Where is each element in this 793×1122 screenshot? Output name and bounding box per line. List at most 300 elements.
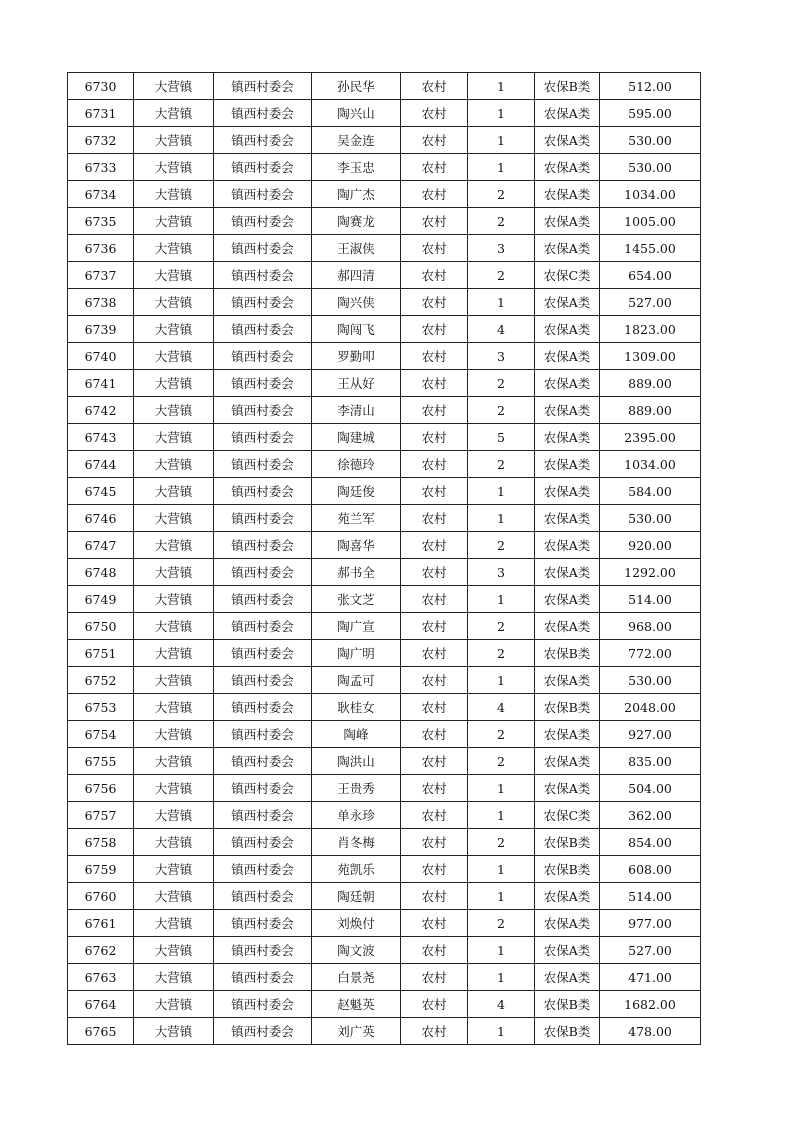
amount-cell: 927.00 (600, 721, 701, 748)
insurance-category-cell: 农保A类 (535, 775, 600, 802)
household-size-cell: 1 (468, 856, 535, 883)
town-name-cell: 大营镇 (134, 262, 214, 289)
roster-body (68, 73, 701, 1045)
town-name-cell: 大营镇 (134, 802, 214, 829)
town-name-cell: 大营镇 (134, 505, 214, 532)
table-row (68, 343, 701, 370)
record-number-cell: 6734 (68, 181, 134, 208)
person-name-cell: 张文芝 (312, 586, 401, 613)
record-number-cell: 6730 (68, 73, 134, 100)
household-size-cell: 2 (468, 370, 535, 397)
household-size-cell: 2 (468, 640, 535, 667)
town-name-cell: 大营镇 (134, 559, 214, 586)
area-type-cell: 农村 (401, 667, 468, 694)
amount-cell: 835.00 (600, 748, 701, 775)
table-row (68, 181, 701, 208)
table-row (68, 910, 701, 937)
village-committee-cell: 镇西村委会 (214, 127, 312, 154)
village-committee-cell: 镇西村委会 (214, 883, 312, 910)
insurance-category-cell: 农保A类 (535, 181, 600, 208)
table-row (68, 802, 701, 829)
person-name-cell: 陶孟可 (312, 667, 401, 694)
household-size-cell: 1 (468, 478, 535, 505)
household-size-cell: 1 (468, 154, 535, 181)
village-committee-cell: 镇西村委会 (214, 613, 312, 640)
town-name-cell: 大营镇 (134, 775, 214, 802)
household-size-cell: 1 (468, 100, 535, 127)
insurance-category-cell: 农保A类 (535, 667, 600, 694)
town-name-cell: 大营镇 (134, 964, 214, 991)
town-name-cell: 大营镇 (134, 910, 214, 937)
person-name-cell: 王淑侠 (312, 235, 401, 262)
person-name-cell: 苑凯乐 (312, 856, 401, 883)
household-size-cell: 1 (468, 127, 535, 154)
village-committee-cell: 镇西村委会 (214, 370, 312, 397)
insurance-category-cell: 农保A类 (535, 397, 600, 424)
person-name-cell: 李玉忠 (312, 154, 401, 181)
amount-cell: 977.00 (600, 910, 701, 937)
town-name-cell: 大营镇 (134, 73, 214, 100)
household-size-cell: 5 (468, 424, 535, 451)
area-type-cell: 农村 (401, 613, 468, 640)
amount-cell: 1005.00 (600, 208, 701, 235)
household-size-cell: 2 (468, 748, 535, 775)
insurance-category-cell: 农保A类 (535, 235, 600, 262)
table-row (68, 478, 701, 505)
town-name-cell: 大营镇 (134, 856, 214, 883)
person-name-cell: 罗勤叩 (312, 343, 401, 370)
amount-cell: 608.00 (600, 856, 701, 883)
record-number-cell: 6757 (68, 802, 134, 829)
person-name-cell: 刘焕付 (312, 910, 401, 937)
town-name-cell: 大营镇 (134, 883, 214, 910)
area-type-cell: 农村 (401, 451, 468, 478)
village-committee-cell: 镇西村委会 (214, 1018, 312, 1045)
town-name-cell: 大营镇 (134, 667, 214, 694)
insurance-category-cell: 农保A类 (535, 154, 600, 181)
household-size-cell: 3 (468, 559, 535, 586)
insurance-category-cell: 农保A类 (535, 343, 600, 370)
person-name-cell: 陶廷朝 (312, 883, 401, 910)
person-name-cell: 陶峰 (312, 721, 401, 748)
table-row (68, 100, 701, 127)
insurance-category-cell: 农保A类 (535, 559, 600, 586)
person-name-cell: 陶建城 (312, 424, 401, 451)
record-number-cell: 6752 (68, 667, 134, 694)
household-size-cell: 1 (468, 937, 535, 964)
person-name-cell: 耿桂女 (312, 694, 401, 721)
village-committee-cell: 镇西村委会 (214, 964, 312, 991)
insurance-category-cell: 农保A类 (535, 721, 600, 748)
record-number-cell: 6759 (68, 856, 134, 883)
area-type-cell: 农村 (401, 964, 468, 991)
person-name-cell: 王从好 (312, 370, 401, 397)
village-committee-cell: 镇西村委会 (214, 694, 312, 721)
insurance-category-cell: 农保A类 (535, 100, 600, 127)
insurance-category-cell: 农保B类 (535, 73, 600, 100)
town-name-cell: 大营镇 (134, 316, 214, 343)
village-committee-cell: 镇西村委会 (214, 424, 312, 451)
village-committee-cell: 镇西村委会 (214, 667, 312, 694)
amount-cell: 654.00 (600, 262, 701, 289)
record-number-cell: 6749 (68, 586, 134, 613)
town-name-cell: 大营镇 (134, 613, 214, 640)
person-name-cell: 吴金连 (312, 127, 401, 154)
table-row (68, 856, 701, 883)
person-name-cell: 苑兰军 (312, 505, 401, 532)
household-size-cell: 2 (468, 262, 535, 289)
person-name-cell: 肖冬梅 (312, 829, 401, 856)
amount-cell: 595.00 (600, 100, 701, 127)
area-type-cell: 农村 (401, 370, 468, 397)
household-size-cell: 4 (468, 991, 535, 1018)
table-row (68, 748, 701, 775)
village-committee-cell: 镇西村委会 (214, 181, 312, 208)
town-name-cell: 大营镇 (134, 478, 214, 505)
village-committee-cell: 镇西村委会 (214, 532, 312, 559)
amount-cell: 889.00 (600, 370, 701, 397)
town-name-cell: 大营镇 (134, 721, 214, 748)
household-size-cell: 2 (468, 613, 535, 640)
person-name-cell: 李清山 (312, 397, 401, 424)
insurance-category-cell: 农保A类 (535, 370, 600, 397)
amount-cell: 527.00 (600, 937, 701, 964)
record-number-cell: 6744 (68, 451, 134, 478)
town-name-cell: 大营镇 (134, 370, 214, 397)
amount-cell: 772.00 (600, 640, 701, 667)
record-number-cell: 6762 (68, 937, 134, 964)
area-type-cell: 农村 (401, 883, 468, 910)
town-name-cell: 大营镇 (134, 424, 214, 451)
town-name-cell: 大营镇 (134, 748, 214, 775)
village-committee-cell: 镇西村委会 (214, 856, 312, 883)
amount-cell: 854.00 (600, 829, 701, 856)
area-type-cell: 农村 (401, 991, 468, 1018)
town-name-cell: 大营镇 (134, 991, 214, 1018)
village-committee-cell: 镇西村委会 (214, 829, 312, 856)
record-number-cell: 6738 (68, 289, 134, 316)
village-committee-cell: 镇西村委会 (214, 802, 312, 829)
record-number-cell: 6739 (68, 316, 134, 343)
record-number-cell: 6753 (68, 694, 134, 721)
table-row (68, 505, 701, 532)
amount-cell: 527.00 (600, 289, 701, 316)
person-name-cell: 白景尧 (312, 964, 401, 991)
town-name-cell: 大营镇 (134, 397, 214, 424)
town-name-cell: 大营镇 (134, 208, 214, 235)
insurance-category-cell: 农保A类 (535, 964, 600, 991)
person-name-cell: 陶喜华 (312, 532, 401, 559)
record-number-cell: 6733 (68, 154, 134, 181)
insurance-category-cell: 农保A类 (535, 478, 600, 505)
insurance-category-cell: 农保A类 (535, 127, 600, 154)
village-committee-cell: 镇西村委会 (214, 289, 312, 316)
table-row (68, 424, 701, 451)
insurance-category-cell: 农保A类 (535, 208, 600, 235)
town-name-cell: 大营镇 (134, 100, 214, 127)
insurance-category-cell: 农保A类 (535, 289, 600, 316)
table-row (68, 208, 701, 235)
person-name-cell: 陶赛龙 (312, 208, 401, 235)
area-type-cell: 农村 (401, 505, 468, 532)
household-size-cell: 1 (468, 505, 535, 532)
insurance-category-cell: 农保A类 (535, 316, 600, 343)
insurance-category-cell: 农保B类 (535, 829, 600, 856)
table-row (68, 667, 701, 694)
town-name-cell: 大营镇 (134, 154, 214, 181)
town-name-cell: 大营镇 (134, 829, 214, 856)
area-type-cell: 农村 (401, 586, 468, 613)
record-number-cell: 6736 (68, 235, 134, 262)
town-name-cell: 大营镇 (134, 586, 214, 613)
village-committee-cell: 镇西村委会 (214, 775, 312, 802)
village-committee-cell: 镇西村委会 (214, 262, 312, 289)
record-number-cell: 6737 (68, 262, 134, 289)
person-name-cell: 刘广英 (312, 1018, 401, 1045)
table-row (68, 829, 701, 856)
table-row (68, 991, 701, 1018)
insurance-category-cell: 农保B类 (535, 991, 600, 1018)
insurance-category-cell: 农保A类 (535, 424, 600, 451)
amount-cell: 920.00 (600, 532, 701, 559)
household-size-cell: 2 (468, 181, 535, 208)
insurance-category-cell: 农保C类 (535, 802, 600, 829)
area-type-cell: 农村 (401, 559, 468, 586)
household-size-cell: 2 (468, 451, 535, 478)
record-number-cell: 6746 (68, 505, 134, 532)
record-number-cell: 6742 (68, 397, 134, 424)
record-number-cell: 6745 (68, 478, 134, 505)
table-row (68, 1018, 701, 1045)
area-type-cell: 农村 (401, 154, 468, 181)
area-type-cell: 农村 (401, 937, 468, 964)
table-row (68, 397, 701, 424)
table-row (68, 154, 701, 181)
person-name-cell: 陶闯飞 (312, 316, 401, 343)
amount-cell: 530.00 (600, 127, 701, 154)
area-type-cell: 农村 (401, 208, 468, 235)
insurance-category-cell: 农保C类 (535, 262, 600, 289)
household-size-cell: 1 (468, 586, 535, 613)
town-name-cell: 大营镇 (134, 289, 214, 316)
area-type-cell: 农村 (401, 289, 468, 316)
area-type-cell: 农村 (401, 181, 468, 208)
household-size-cell: 1 (468, 802, 535, 829)
village-committee-cell: 镇西村委会 (214, 937, 312, 964)
household-size-cell: 4 (468, 694, 535, 721)
area-type-cell: 农村 (401, 343, 468, 370)
village-committee-cell: 镇西村委会 (214, 748, 312, 775)
insurance-category-cell: 农保A类 (535, 451, 600, 478)
amount-cell: 1455.00 (600, 235, 701, 262)
insurance-category-cell: 农保B类 (535, 694, 600, 721)
person-name-cell: 陶广杰 (312, 181, 401, 208)
household-size-cell: 2 (468, 721, 535, 748)
person-name-cell: 陶洪山 (312, 748, 401, 775)
household-size-cell: 4 (468, 316, 535, 343)
town-name-cell: 大营镇 (134, 532, 214, 559)
record-number-cell: 6755 (68, 748, 134, 775)
town-name-cell: 大营镇 (134, 640, 214, 667)
amount-cell: 889.00 (600, 397, 701, 424)
amount-cell: 1823.00 (600, 316, 701, 343)
village-committee-cell: 镇西村委会 (214, 235, 312, 262)
village-committee-cell: 镇西村委会 (214, 505, 312, 532)
household-size-cell: 2 (468, 829, 535, 856)
area-type-cell: 农村 (401, 73, 468, 100)
village-committee-cell: 镇西村委会 (214, 451, 312, 478)
amount-cell: 1309.00 (600, 343, 701, 370)
insurance-category-cell: 农保A类 (535, 748, 600, 775)
table-row (68, 775, 701, 802)
benefit-roster-table (67, 72, 701, 1045)
village-committee-cell: 镇西村委会 (214, 586, 312, 613)
record-number-cell: 6751 (68, 640, 134, 667)
person-name-cell: 郝四清 (312, 262, 401, 289)
person-name-cell: 陶文波 (312, 937, 401, 964)
person-name-cell: 郝书全 (312, 559, 401, 586)
area-type-cell: 农村 (401, 1018, 468, 1045)
table-row (68, 559, 701, 586)
record-number-cell: 6764 (68, 991, 134, 1018)
village-committee-cell: 镇西村委会 (214, 100, 312, 127)
person-name-cell: 孙民华 (312, 73, 401, 100)
village-committee-cell: 镇西村委会 (214, 208, 312, 235)
person-name-cell: 陶广宣 (312, 613, 401, 640)
amount-cell: 1034.00 (600, 451, 701, 478)
area-type-cell: 农村 (401, 316, 468, 343)
record-number-cell: 6740 (68, 343, 134, 370)
area-type-cell: 农村 (401, 532, 468, 559)
village-committee-cell: 镇西村委会 (214, 478, 312, 505)
village-committee-cell: 镇西村委会 (214, 640, 312, 667)
amount-cell: 530.00 (600, 154, 701, 181)
table-row (68, 640, 701, 667)
record-number-cell: 6763 (68, 964, 134, 991)
area-type-cell: 农村 (401, 235, 468, 262)
amount-cell: 1682.00 (600, 991, 701, 1018)
area-type-cell: 农村 (401, 802, 468, 829)
table-row (68, 316, 701, 343)
record-number-cell: 6760 (68, 883, 134, 910)
household-size-cell: 2 (468, 397, 535, 424)
area-type-cell: 农村 (401, 100, 468, 127)
village-committee-cell: 镇西村委会 (214, 991, 312, 1018)
table-row (68, 262, 701, 289)
amount-cell: 512.00 (600, 73, 701, 100)
insurance-category-cell: 农保A类 (535, 613, 600, 640)
insurance-category-cell: 农保A类 (535, 883, 600, 910)
amount-cell: 362.00 (600, 802, 701, 829)
insurance-category-cell: 农保A类 (535, 937, 600, 964)
area-type-cell: 农村 (401, 478, 468, 505)
insurance-category-cell: 农保A类 (535, 586, 600, 613)
household-size-cell: 1 (468, 964, 535, 991)
record-number-cell: 6732 (68, 127, 134, 154)
person-name-cell: 王贵秀 (312, 775, 401, 802)
record-number-cell: 6761 (68, 910, 134, 937)
household-size-cell: 1 (468, 883, 535, 910)
record-number-cell: 6754 (68, 721, 134, 748)
record-number-cell: 6731 (68, 100, 134, 127)
village-committee-cell: 镇西村委会 (214, 343, 312, 370)
household-size-cell: 2 (468, 208, 535, 235)
household-size-cell: 1 (468, 667, 535, 694)
amount-cell: 471.00 (600, 964, 701, 991)
household-size-cell: 2 (468, 910, 535, 937)
table-row (68, 964, 701, 991)
table-row (68, 883, 701, 910)
table-row (68, 127, 701, 154)
amount-cell: 2395.00 (600, 424, 701, 451)
table-row (68, 937, 701, 964)
household-size-cell: 1 (468, 775, 535, 802)
household-size-cell: 3 (468, 343, 535, 370)
insurance-category-cell: 农保B类 (535, 1018, 600, 1045)
insurance-category-cell: 农保A类 (535, 910, 600, 937)
table-row (68, 451, 701, 478)
table-row (68, 694, 701, 721)
record-number-cell: 6756 (68, 775, 134, 802)
table-row (68, 586, 701, 613)
record-number-cell: 6747 (68, 532, 134, 559)
amount-cell: 1292.00 (600, 559, 701, 586)
amount-cell: 504.00 (600, 775, 701, 802)
area-type-cell: 农村 (401, 694, 468, 721)
insurance-category-cell: 农保B类 (535, 856, 600, 883)
insurance-category-cell: 农保B类 (535, 640, 600, 667)
amount-cell: 968.00 (600, 613, 701, 640)
record-number-cell: 6758 (68, 829, 134, 856)
household-size-cell: 1 (468, 289, 535, 316)
record-number-cell: 6748 (68, 559, 134, 586)
person-name-cell: 陶兴山 (312, 100, 401, 127)
table-row (68, 613, 701, 640)
table-row (68, 721, 701, 748)
table-row (68, 73, 701, 100)
village-committee-cell: 镇西村委会 (214, 73, 312, 100)
amount-cell: 530.00 (600, 505, 701, 532)
village-committee-cell: 镇西村委会 (214, 910, 312, 937)
area-type-cell: 农村 (401, 856, 468, 883)
village-committee-cell: 镇西村委会 (214, 154, 312, 181)
person-name-cell: 陶廷俊 (312, 478, 401, 505)
amount-cell: 1034.00 (600, 181, 701, 208)
record-number-cell: 6741 (68, 370, 134, 397)
table-row (68, 289, 701, 316)
household-size-cell: 1 (468, 73, 535, 100)
person-name-cell: 陶兴侠 (312, 289, 401, 316)
insurance-category-cell: 农保A类 (535, 532, 600, 559)
insurance-category-cell: 农保A类 (535, 505, 600, 532)
town-name-cell: 大营镇 (134, 235, 214, 262)
amount-cell: 530.00 (600, 667, 701, 694)
person-name-cell: 赵魁英 (312, 991, 401, 1018)
area-type-cell: 农村 (401, 127, 468, 154)
amount-cell: 584.00 (600, 478, 701, 505)
area-type-cell: 农村 (401, 721, 468, 748)
area-type-cell: 农村 (401, 910, 468, 937)
town-name-cell: 大营镇 (134, 127, 214, 154)
area-type-cell: 农村 (401, 424, 468, 451)
area-type-cell: 农村 (401, 640, 468, 667)
table-row (68, 370, 701, 397)
town-name-cell: 大营镇 (134, 343, 214, 370)
area-type-cell: 农村 (401, 775, 468, 802)
village-committee-cell: 镇西村委会 (214, 721, 312, 748)
village-committee-cell: 镇西村委会 (214, 559, 312, 586)
table-row (68, 235, 701, 262)
